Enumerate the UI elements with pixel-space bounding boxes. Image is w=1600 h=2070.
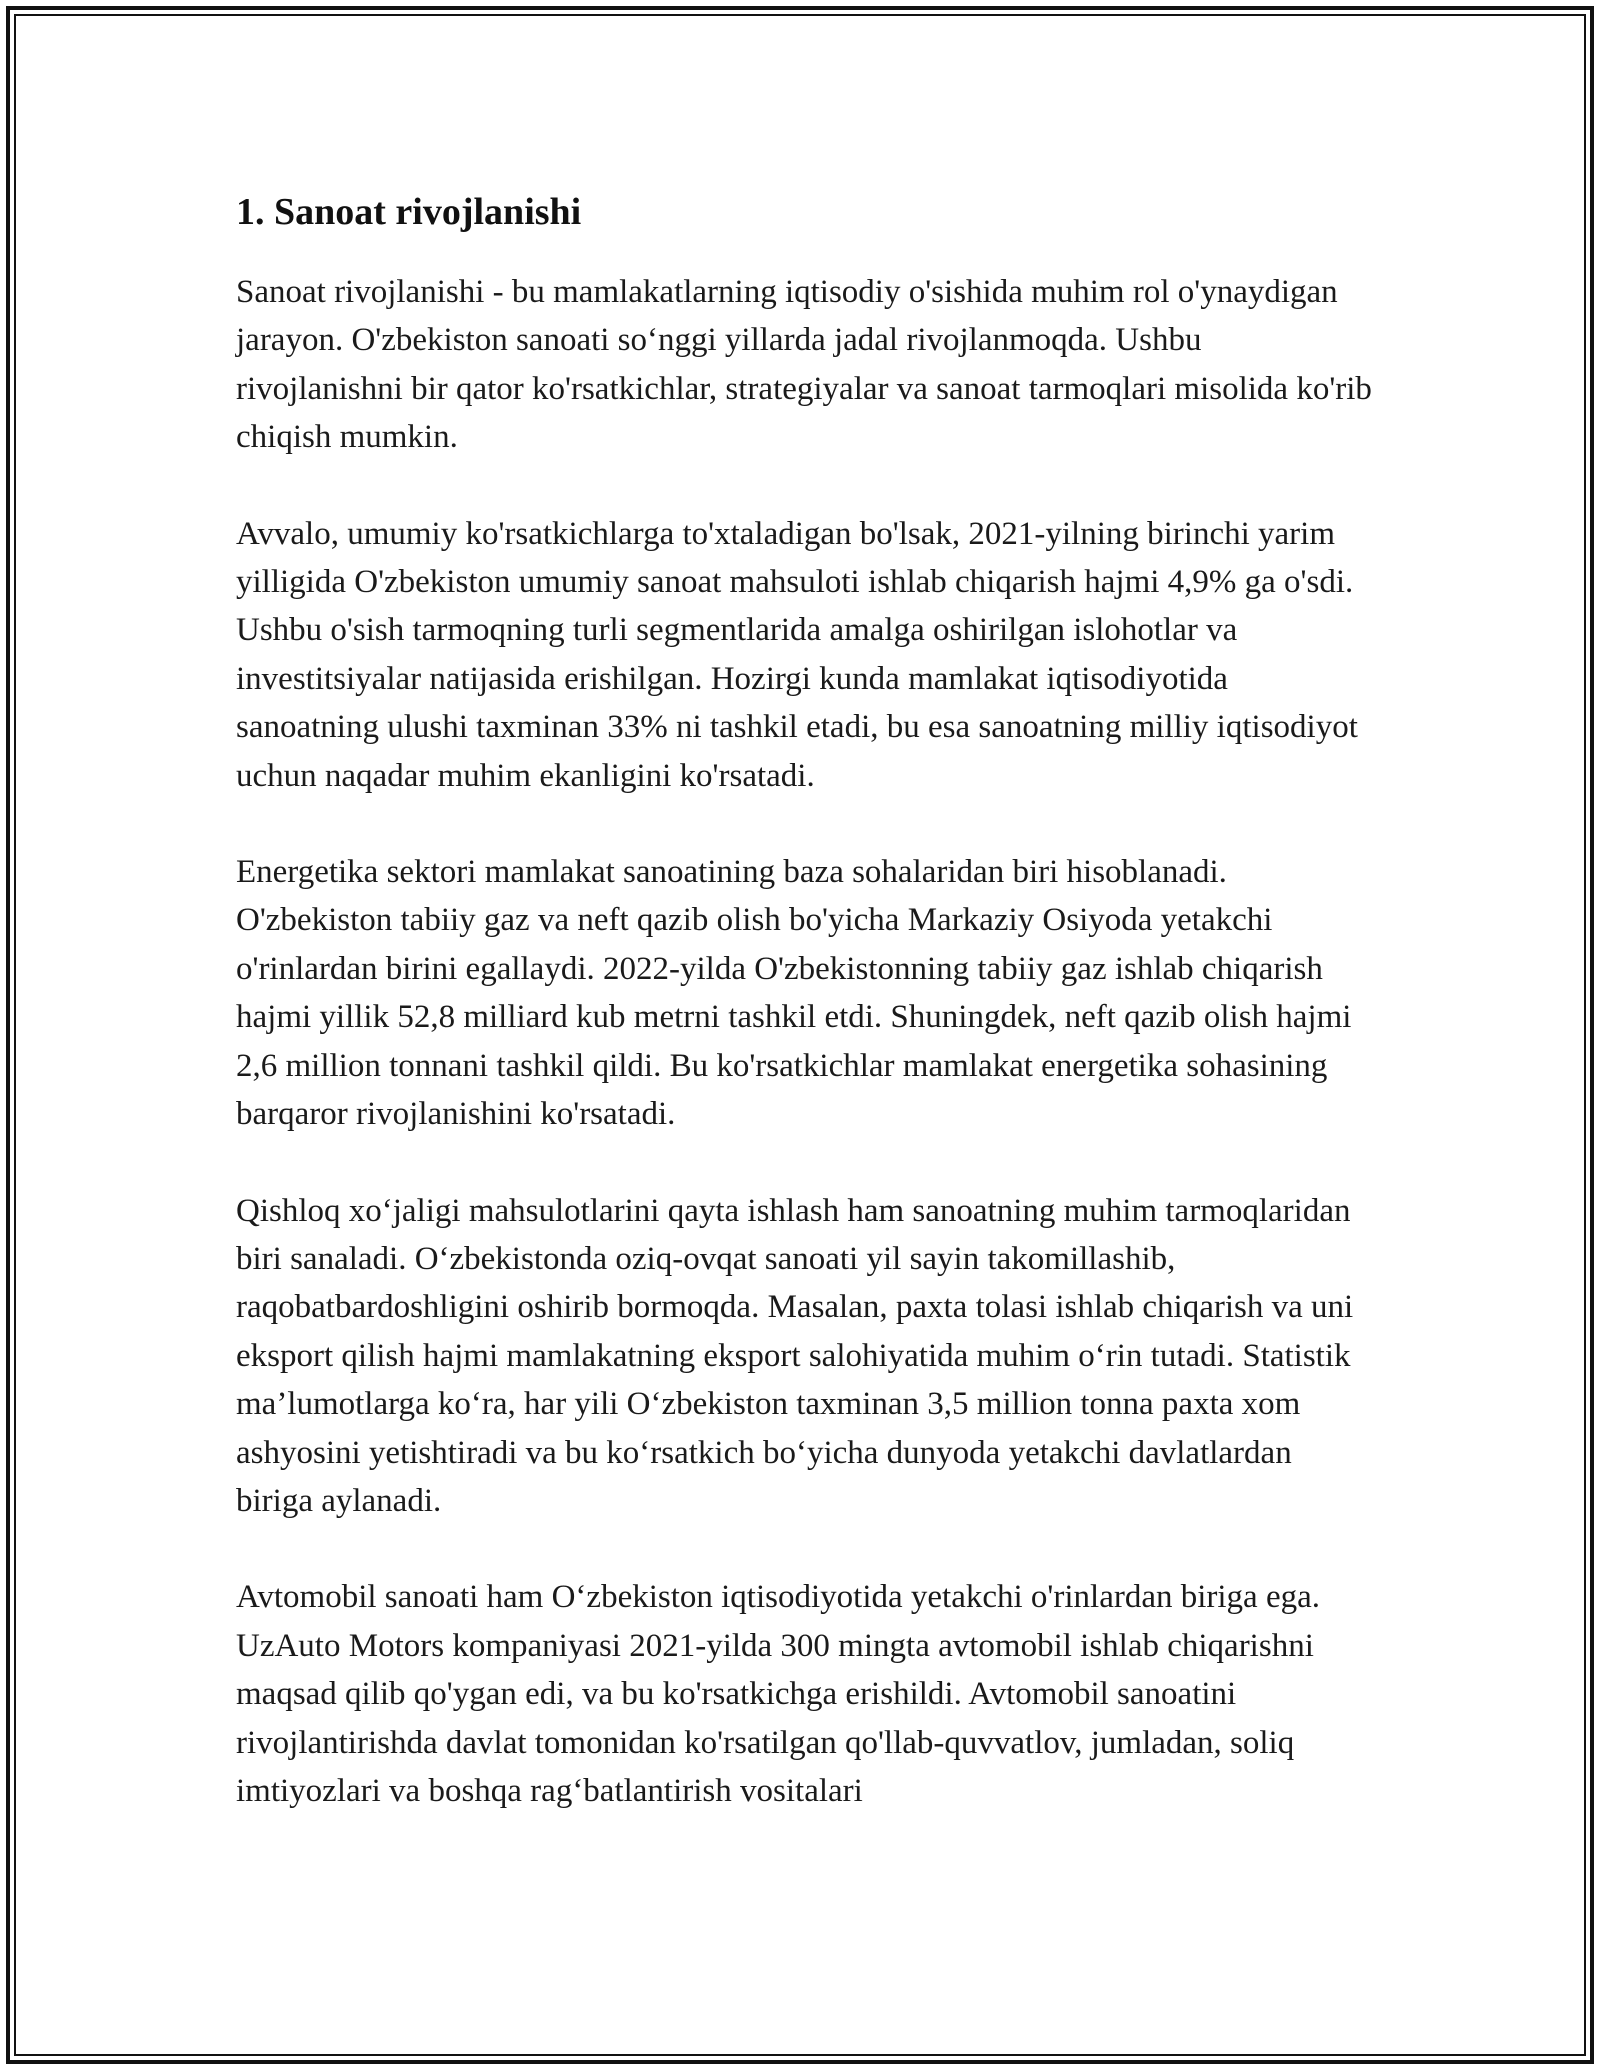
section-heading: 1. Sanoat rivojlanishi <box>236 191 582 233</box>
paragraph-energy-sector: Energetika sektori mamlakat sanoatining baza sohalaridan biri hisoblanadi. O'zbekiston tabiiy gaz va neft qazib olish bo'yicha Markaziy Osiyoda yetakchi o'rinlardan birini egallaydi. 2022-yilda O'zbekistonning tabiiy gaz ishlab chiqarish hajmi yillik 52,8 milliard kub metrni tashkil etdi. Shuningdek, neft qazib olish hajmi 2,6 million tonnani tashkil qildi. Bu ko'rsatkichlar mamlakat energetika sohasining barqaror rivojlanishini ko'rsatadi. <box>236 854 1352 1133</box>
paragraph-agriculture-processing: Qishloq xo‘jaligi mahsulotlarini qayta ishlash ham sanoatning muhim tarmoqlaridan biri sanaladi. O‘zbekistonda oziq-ovqat sanoati yil sayin takomillashib, raqobatbardoshligini oshirib bormoqda. Masalan, paxta tolasi ishlab chiqarish va uni eksport qilish hajmi mamlakatning eksport salohiyatida muhim o‘rin tutadi. Statistik ma’lumotlarga ko‘ra, har yili O‘zbekiston taxminan 3,5 million tonna paxta xom ashyosini yetishtiradi va bu ko‘rsatkich bo‘yicha dunyoda yetakchi davlatlardan biriga aylanadi. <box>236 1192 1354 1519</box>
paragraph-automotive-industry: Avtomobil sanoati ham O‘zbekiston iqtisodiyotida yetakchi o'rinlardan biriga ega. UzAuto Motors kompaniyasi 2021-yilda 300 mingta avtomobil ishlab chiqarishni maqsad qilib qo'ygan edi, va bu ko'rsatkichga erishildi. Avtomobil sanoatini rivojlantirishda davlat tomonidan ko'rsatilgan qo'llab-quvvatlov, jumladan, soliq imtiyozlari va boshqa rag‘batlantirish vositalari <box>236 1579 1320 1809</box>
document-body <box>236 186 1376 1863</box>
paragraph-intro: Sanoat rivojlanishi - bu mamlakatlarning iqtisodiy o'sishida muhim rol o'ynaydigan jarayon. O'zbekiston sanoati so‘nggi yillarda jadal rivojlanmoqda. Ushbu rivojlanishni bir qator ko'rsatkichlar, strategiyalar va sanoat tarmoqlari misolida ko'rib chiqish mumkin. <box>236 274 1372 456</box>
paragraph-general-indicators: Avvalo, umumiy ko'rsatkichlarga to'xtaladigan bo'lsak, 2021-yilning birinchi yarim yilligida O'zbekiston umumiy sanoat mahsuloti ishlab chiqarish hajmi 4,9% ga o'sdi. Ushbu o'sish tarmoqning turli segmentlarida amalga oshirilgan islohotlar va investitsiyalar natijasida erishilgan. Hozirgi kunda mamlakat iqtisodiyotida sanoatning ulushi taxminan 33% ni tashkil etadi, bu esa sanoatning milliy iqtisodiyot uchun naqadar muhim ekanligini ko'rsatadi. <box>236 515 1358 794</box>
